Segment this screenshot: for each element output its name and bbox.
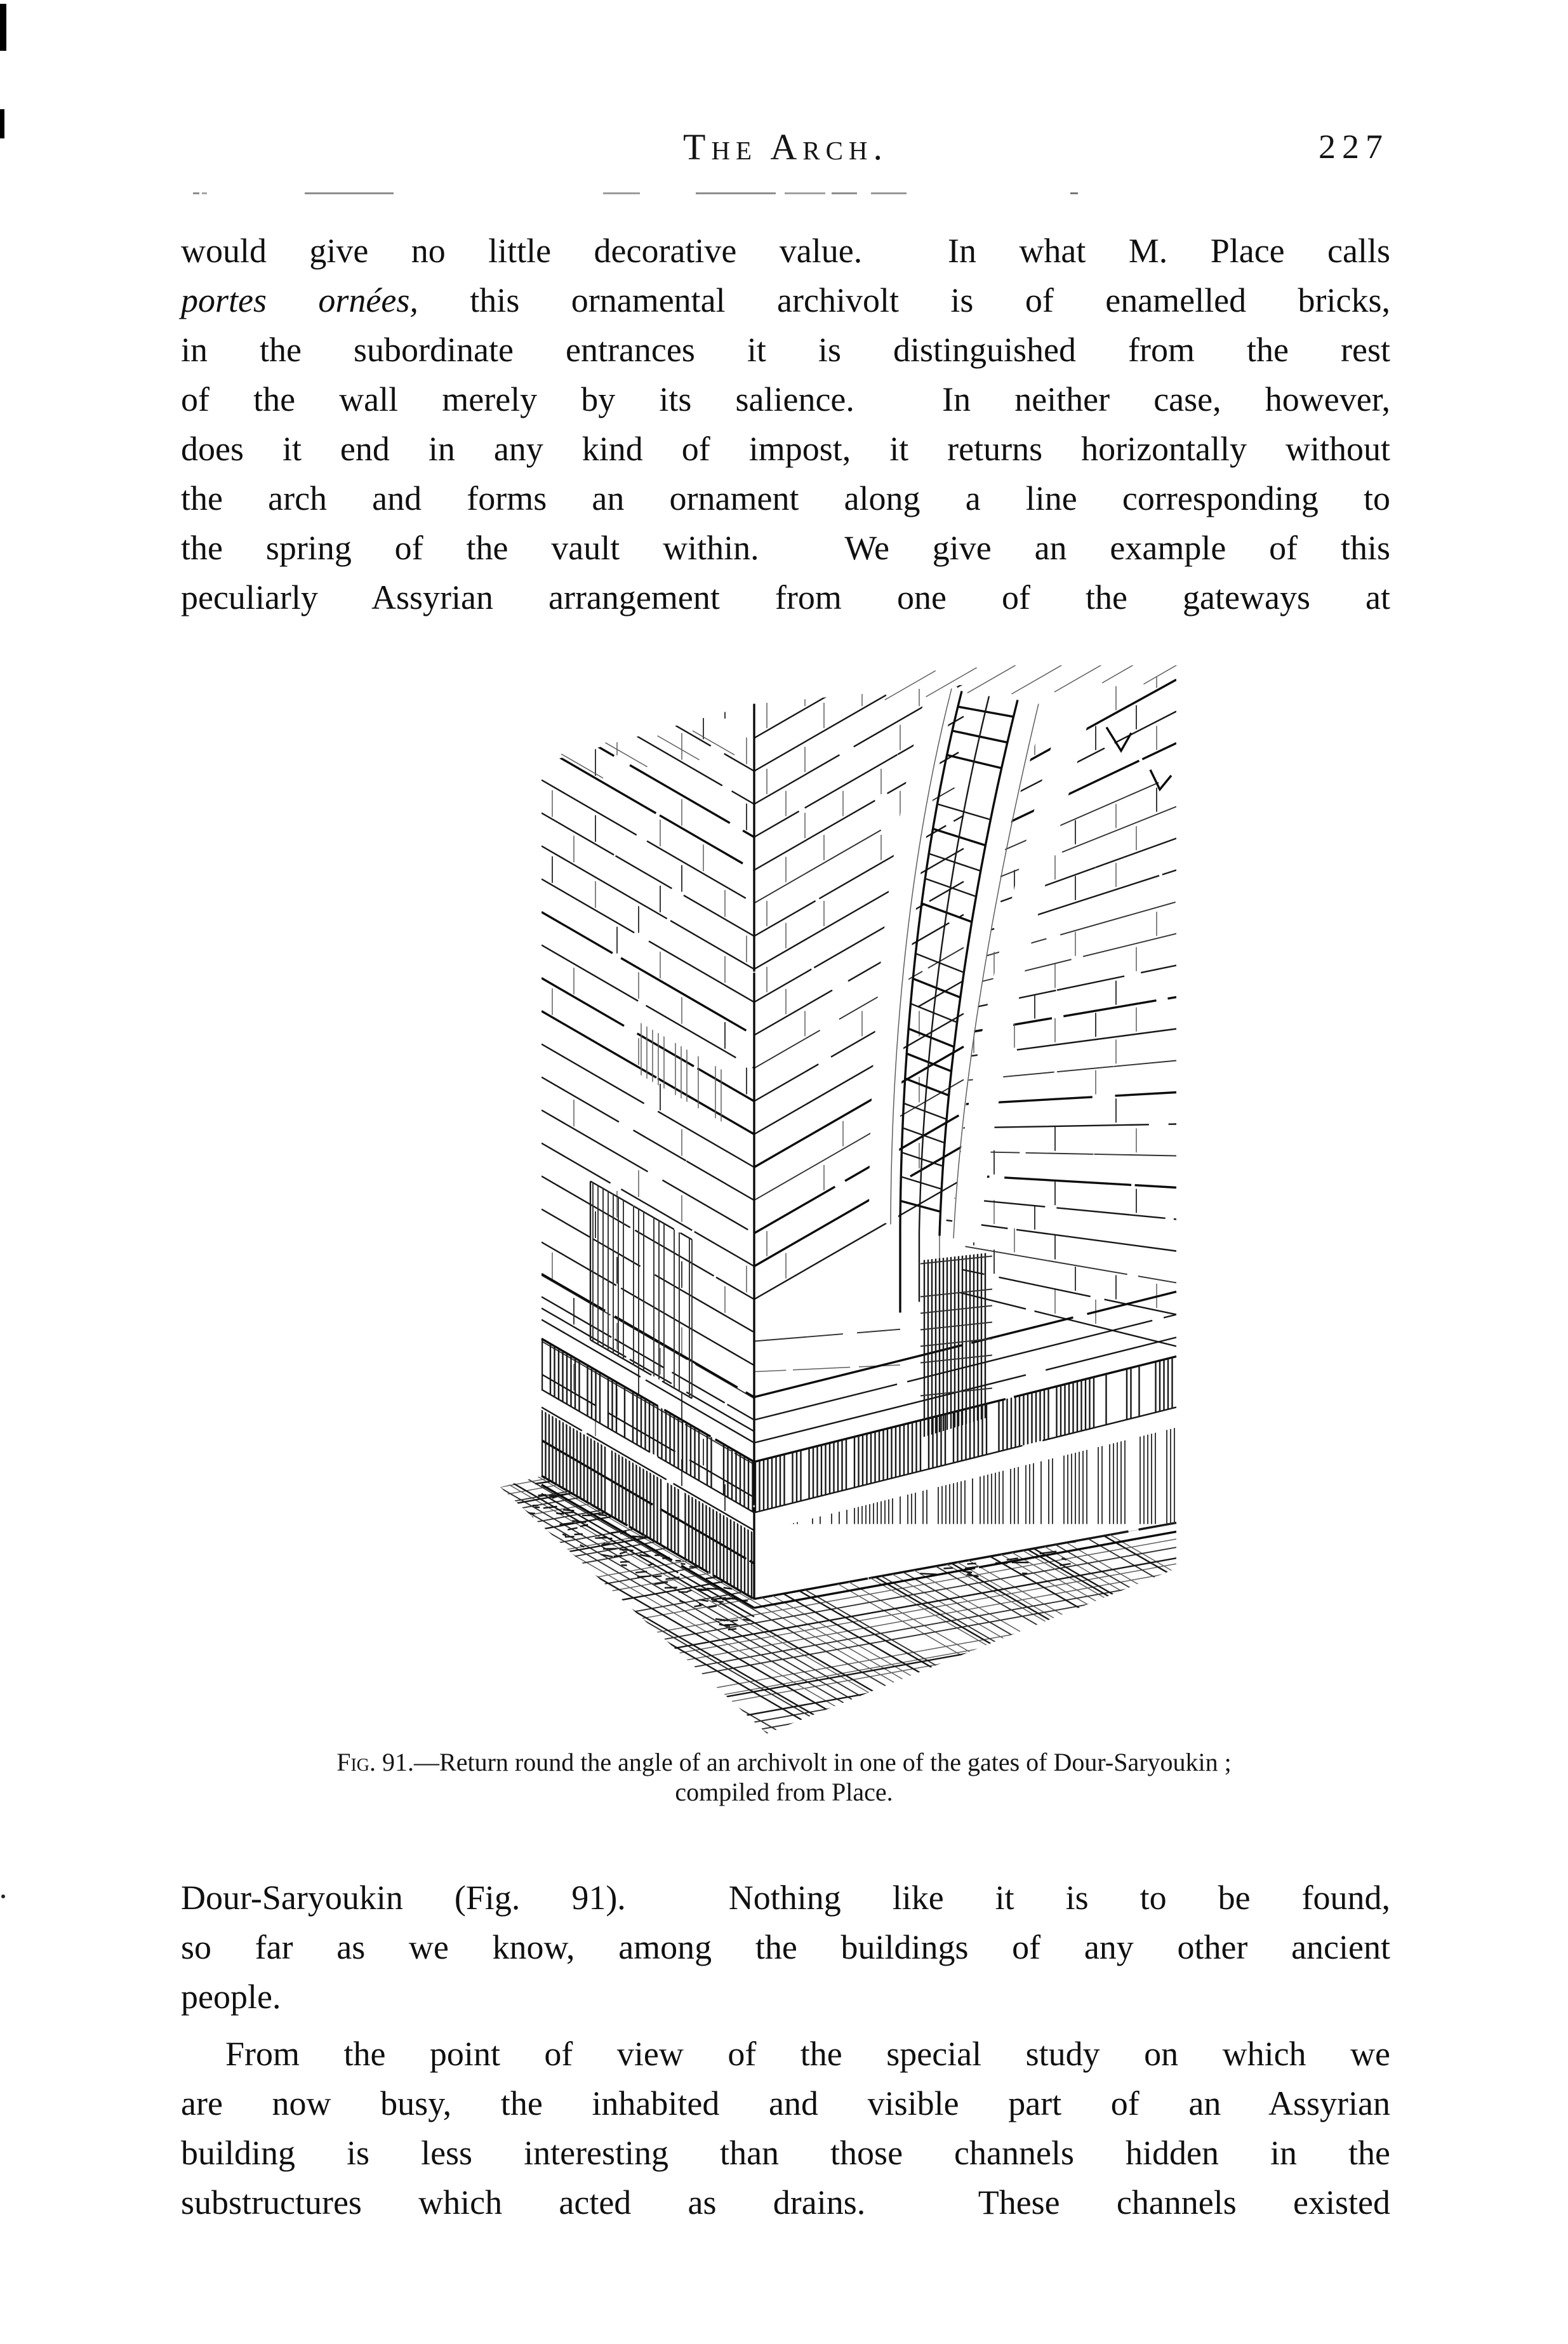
text-segment: are now busy, the inhabited and visible part of an Assyrian <box>181 2084 1390 2122</box>
faded-rule-fragment <box>832 192 857 194</box>
text-line <box>181 474 1390 523</box>
faded-rule-fragment <box>785 192 825 194</box>
text-segment: peculiarly Assyrian arrangement from one of the gateways at <box>181 578 1390 616</box>
text-segment: the arch and forms an ornament along a line corresponding to <box>181 479 1390 517</box>
text-line <box>181 375 1390 424</box>
text-line <box>181 226 1390 276</box>
scan-speck-artifact <box>1 1895 5 1898</box>
text-line <box>181 523 1390 573</box>
text-line <box>181 2079 1390 2128</box>
text-segment: Dour-Saryoukin (Fig. 91). Nothing like it is to be found, <box>181 1879 1390 1917</box>
text-segment: in the subordinate entrances it is distinguished from the rest <box>181 331 1390 369</box>
text-segment: substructures which acted as drains. These channels existed <box>181 2183 1390 2221</box>
text-line <box>181 325 1390 375</box>
scan-edge-artifact <box>0 4 6 51</box>
page-number: 227 <box>1319 128 1389 166</box>
paragraph <box>181 2029 1390 2227</box>
faded-rule-fragment <box>202 192 207 194</box>
text-segment: of the wall merely by its salience. In neither case, however, <box>181 380 1390 418</box>
text-segment: people. <box>181 1978 281 2016</box>
text-line <box>181 2178 1390 2227</box>
text-line <box>181 573 1390 622</box>
text-segment: compiled from Place. <box>675 1778 893 1806</box>
text-line <box>181 276 1390 325</box>
text-segment: would give no little decorative value. In what M. Place calls <box>181 232 1390 270</box>
text-segment: —Return round the angle of an archivolt in one of the gates of Dour-Saryoukin ; <box>414 1748 1232 1776</box>
text-segment: does it end in any kind of impost, it returns horizontally without <box>181 430 1390 468</box>
faded-rule-fragment <box>193 192 199 194</box>
faded-rule-fragment <box>1070 192 1078 194</box>
italic-text: portes ornées, <box>181 281 418 319</box>
text-line <box>181 1972 1390 2021</box>
faded-rule-fragment <box>305 192 394 194</box>
paragraph <box>181 1873 1390 2021</box>
faded-rule-fragment <box>871 192 907 194</box>
text-line <box>181 2128 1390 2178</box>
faded-rule-fragment <box>696 192 776 194</box>
figure-caption <box>225 1747 1343 1807</box>
text-segment: so far as we know, among the buildings of any other ancient <box>181 1928 1390 1966</box>
text-segment: From the point of view of the special study on which we <box>225 2035 1390 2073</box>
text-line <box>181 1922 1390 1972</box>
page-header <box>181 126 1390 189</box>
smallcaps-text: Fig. 91. <box>336 1748 415 1776</box>
text-line <box>225 1747 1343 1777</box>
faded-rule-fragment <box>603 192 640 194</box>
text-line <box>181 424 1390 474</box>
text-segment: building is less interesting than those channels hidden in the <box>181 2134 1390 2172</box>
running-title: The Arch. <box>682 126 889 168</box>
scan-edge-artifact <box>0 109 4 138</box>
text-line <box>181 1873 1390 1922</box>
figure-engraving <box>481 665 1192 1741</box>
text-segment: this ornamental archivolt is of enamelled bricks, <box>418 281 1390 319</box>
paragraph <box>181 226 1390 622</box>
text-line <box>225 1777 1343 1807</box>
text-line <box>181 2029 1390 2079</box>
text-segment: the spring of the vault within. We give an example of this <box>181 529 1390 567</box>
engraving-arch-corner <box>481 665 1192 1741</box>
